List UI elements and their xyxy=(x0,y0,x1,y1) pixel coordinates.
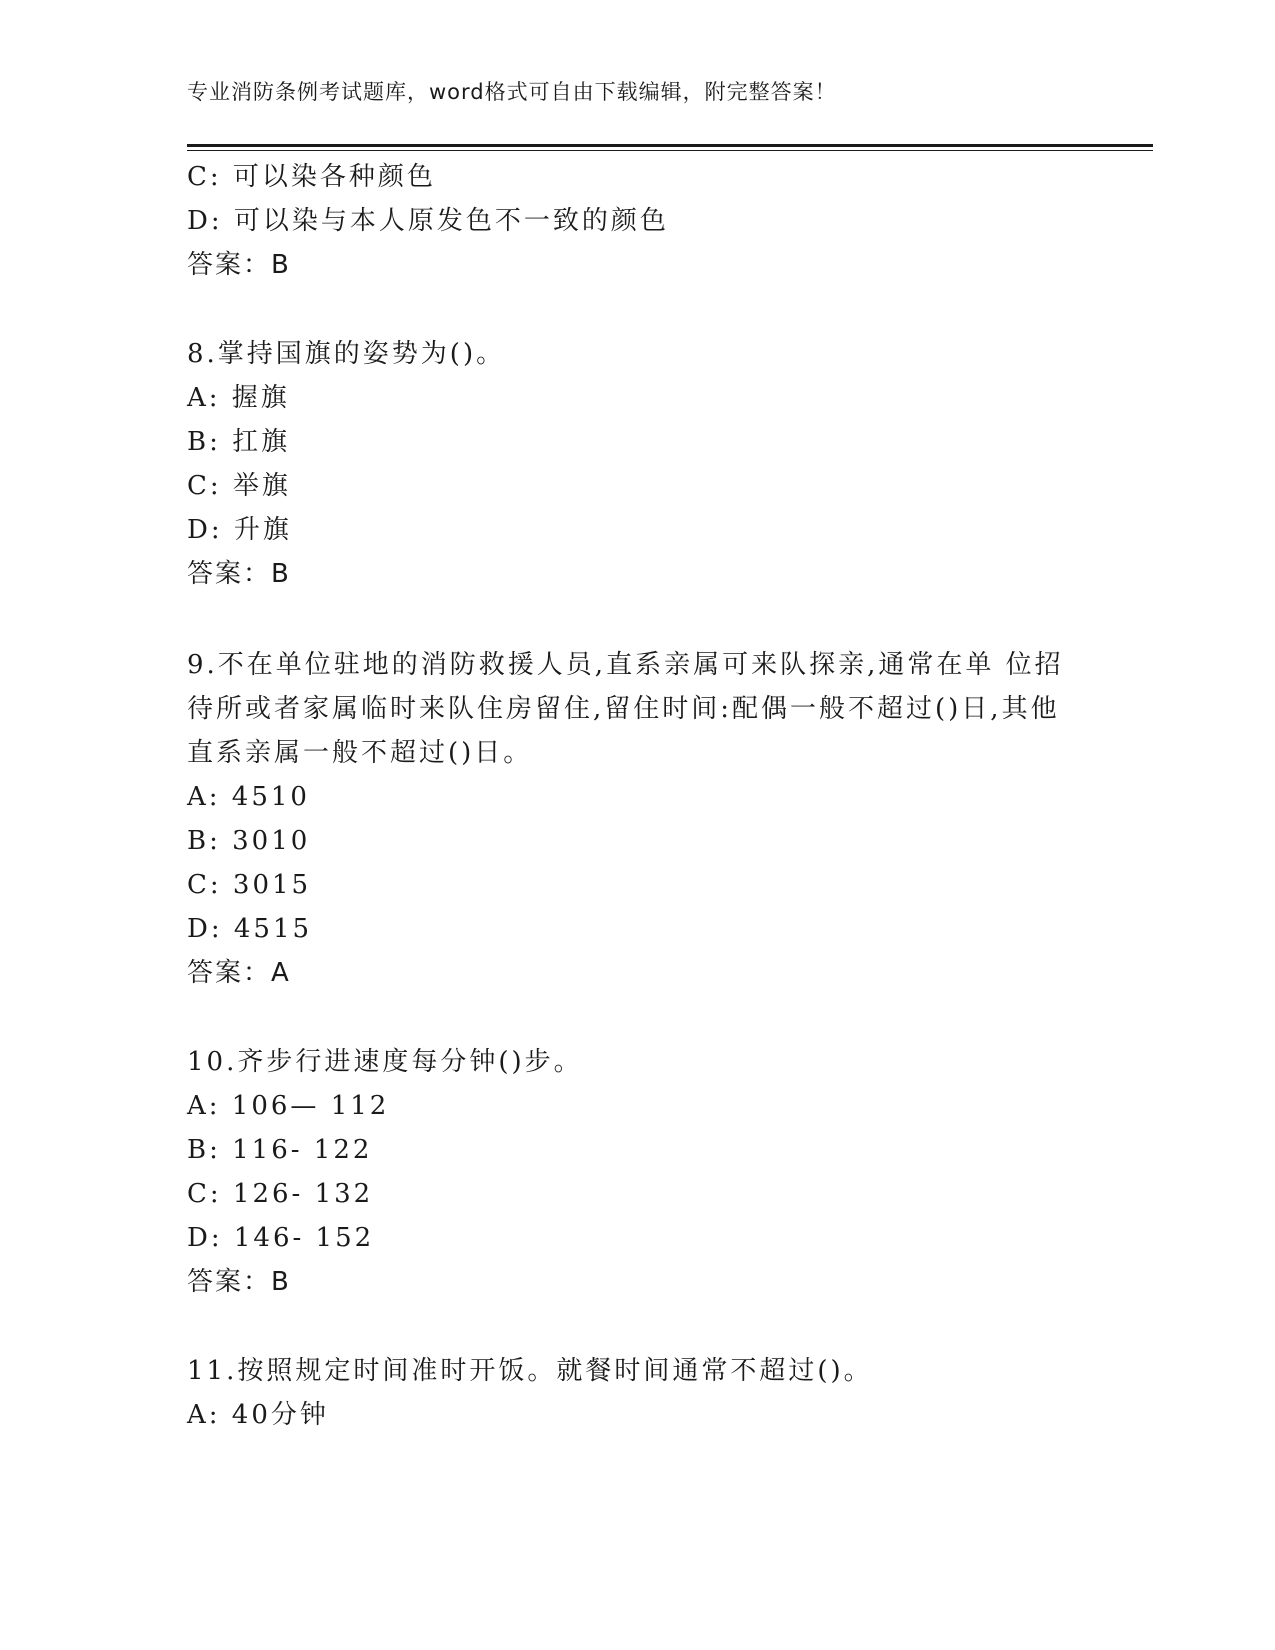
option-line: D: 146- 152 xyxy=(187,1223,375,1253)
option-line: A: 4510 xyxy=(187,782,310,812)
option-line: B: 扛旗 xyxy=(187,427,291,457)
question-text: 直系亲属一般不超过()日。 xyxy=(187,738,533,768)
option-line: C: 可以染各种颜色 xyxy=(187,162,436,192)
header-rule-thick xyxy=(187,144,1153,147)
answer-line: 答案：A xyxy=(187,958,291,988)
answer-line: 答案：B xyxy=(187,250,291,280)
question-text: 9.不在单位驻地的消防救援人员,直系亲属可来队探亲,通常在单 位招 xyxy=(187,650,1064,680)
option-line: C: 126- 132 xyxy=(187,1179,374,1209)
option-line: D: 升旗 xyxy=(187,515,292,545)
answer-line: 答案：B xyxy=(187,1267,291,1297)
option-line: C: 举旗 xyxy=(187,471,291,501)
option-line: B: 116- 122 xyxy=(187,1135,373,1165)
question-text: 11.按照规定时间准时开饭。就餐时间通常不超过()。 xyxy=(187,1356,873,1386)
option-line: A: 40分钟 xyxy=(187,1400,329,1430)
header-rule-thin xyxy=(187,150,1153,151)
question-text: 8.掌持国旗的姿势为()。 xyxy=(187,339,506,369)
page-header: 专业消防条例考试题库，word格式可自由下载编辑，附完整答案！ xyxy=(187,80,837,104)
answer-line: 答案：B xyxy=(187,559,291,589)
option-line: A: 106— 112 xyxy=(187,1091,390,1121)
question-text: 待所或者家属临时来队住房留住,留住时间:配偶一般不超过()日,其他 xyxy=(187,694,1060,724)
option-line: A: 握旗 xyxy=(187,383,290,413)
option-line: B: 3010 xyxy=(187,826,311,856)
option-line: C: 3015 xyxy=(187,870,312,900)
question-text: 10.齐步行进速度每分钟()步。 xyxy=(187,1047,583,1077)
option-line: D: 4515 xyxy=(187,914,313,944)
option-line: D: 可以染与本人原发色不一致的颜色 xyxy=(187,206,669,236)
